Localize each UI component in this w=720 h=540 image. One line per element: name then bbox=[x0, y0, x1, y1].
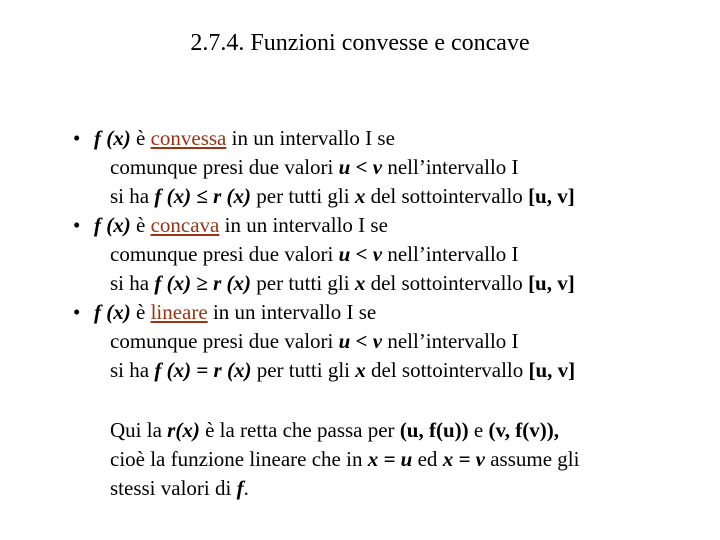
bullet-marker: • bbox=[73, 126, 81, 150]
item-2-heading: f (x) è concava in un intervallo I se bbox=[94, 213, 388, 237]
bullet-marker: • bbox=[73, 300, 81, 324]
item-3-line-2: comunque presi due valori u < v nell’intervallo I bbox=[110, 329, 519, 353]
item-1-heading: f (x) è convessa in un intervallo I se bbox=[94, 126, 395, 150]
item-3-line-3: si ha f (x) = r (x) per tutti gli x del sottointervallo [u, v] bbox=[110, 358, 576, 382]
note-line-2: cioè la funzione lineare che in x = u ed x = v assume gli bbox=[110, 447, 580, 471]
term-concava: concava bbox=[150, 213, 220, 237]
item-1-line-2: comunque presi due valori u < v nell’intervallo I bbox=[110, 155, 519, 179]
item-2-line-3: si ha f (x) ≥ r (x) per tutti gli x del sottointervallo [u, v] bbox=[110, 271, 575, 295]
item-3-heading: f (x) è lineare in un intervallo I se bbox=[94, 300, 377, 324]
note-line-3: stessi valori di f. bbox=[110, 476, 249, 500]
item-1-line-3: si ha f (x) ≤ r (x) per tutti gli x del sottointervallo [u, v] bbox=[110, 184, 575, 208]
term-convessa: convessa bbox=[150, 126, 227, 150]
term-lineare: lineare bbox=[150, 300, 208, 324]
note-line-1: Qui la r(x) è la retta che passa per (u, f(u)) e (v, f(v)), bbox=[110, 418, 560, 442]
item-2-line-2: comunque presi due valori u < v nell’intervallo I bbox=[110, 242, 519, 266]
slide-title: 2.7.4. Funzioni convesse e concave bbox=[190, 30, 530, 56]
bullet-marker: • bbox=[73, 213, 81, 237]
